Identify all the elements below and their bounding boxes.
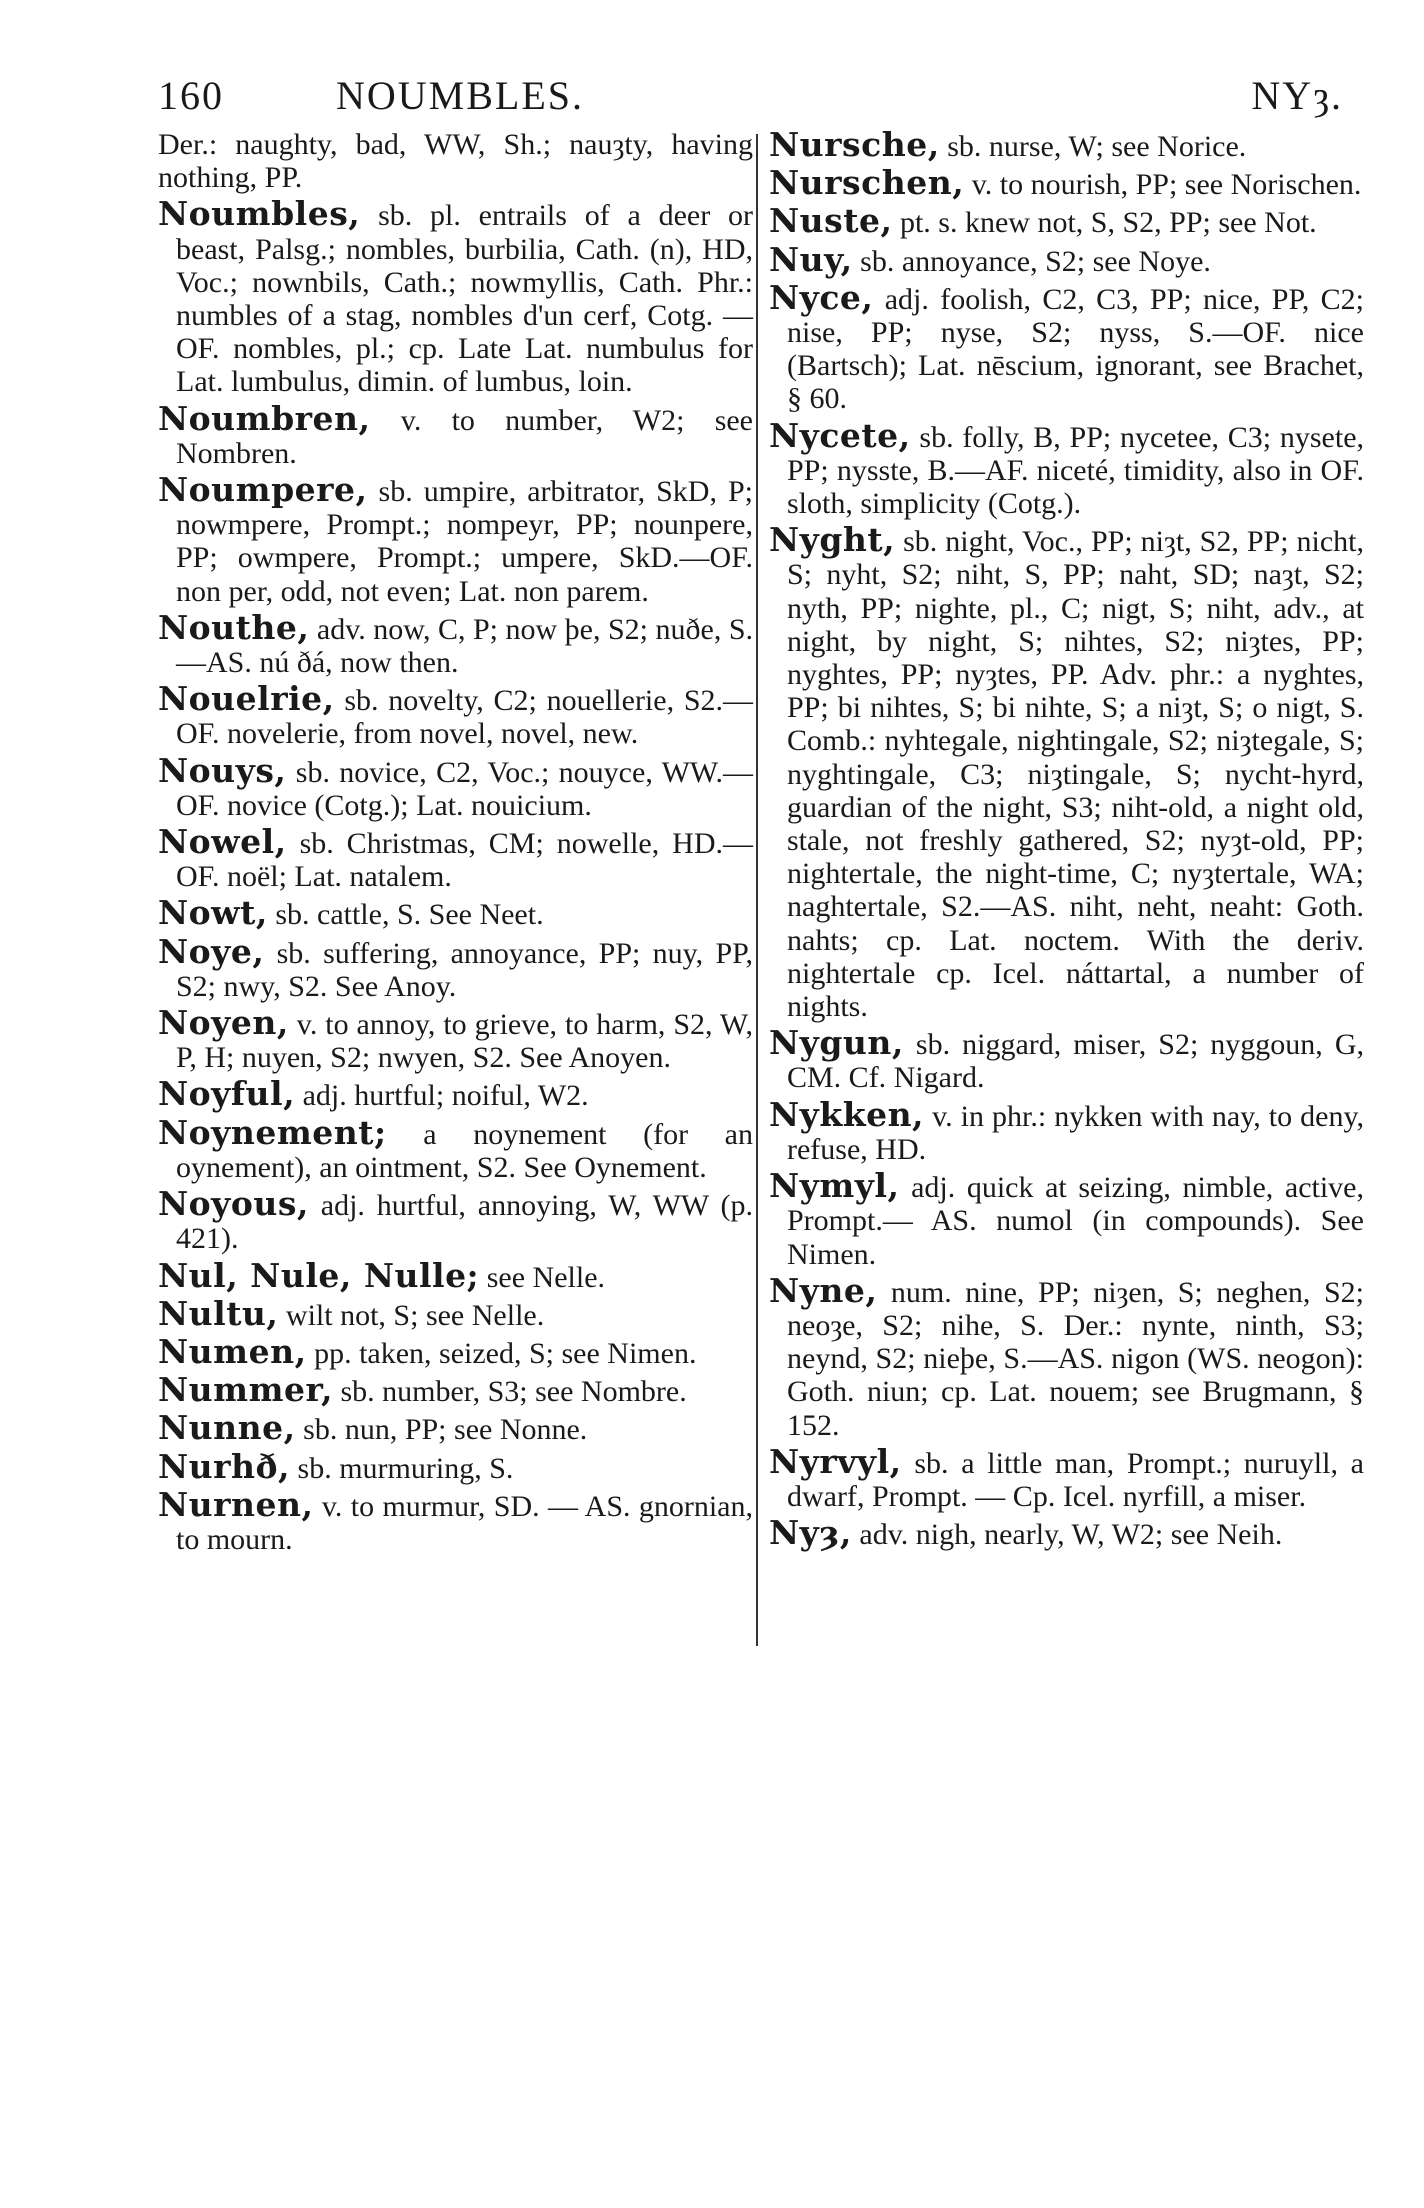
dictionary-entry	[158, 1074, 753, 1114]
entry-definition: sb. novelty, C2; nouellerie, S2.—OF. novelerie, from novel, novel, new.	[176, 684, 754, 751]
headword: Noynement;	[158, 1112, 387, 1152]
headword: Nursche,	[769, 125, 940, 164]
left-column	[158, 128, 753, 1559]
headword: Noye,	[158, 931, 265, 971]
headword: Nurnen,	[158, 1484, 314, 1524]
entry-definition: adj. hurtful, annoying, W, WW (p. 421).	[176, 1189, 753, 1256]
entry-definition: wilt not, S; see Nelle.	[285, 1298, 545, 1332]
entry-definition: sb. pl. entrails of a deer or beast, Palsg.; nombles, burbilia, Cath. (n), HD, Voc.; nownbils, Cath.; nowmyllis, Cath. Phr.: numbles of a stag, nombles d'un cerf, Cotg. — OF. nombles, pl.; cp. Late Lat. numbulus for Lat. lumbulus, dimin. of lumbus, loin.	[176, 199, 754, 399]
headword: Nurhð,	[158, 1446, 291, 1486]
entry-definition: sb. murmuring, S.	[297, 1451, 514, 1485]
entry-definition: adv. nigh, nearly, W, W2; see Neih.	[859, 1518, 1283, 1552]
entry-definition: v. to annoy, to grieve, to harm, S2, W, P, H; nuyen, S2; nwyen, S2. See Anoyen.	[176, 1008, 753, 1075]
page-title: NOUMBLES.	[336, 73, 585, 118]
headword: Nunne,	[158, 1408, 296, 1448]
dictionary-entry	[769, 239, 1364, 279]
entry-definition: sb. umpire, arbitrator, SkD, P; nowmpere, Prompt.; nompeyr, PP; nounpere, PP; owmpere, Prompt.; umpere, SkD.—OF. non per, odd, not even; Lat. non parem.	[176, 475, 753, 608]
dictionary-entry	[769, 201, 1364, 241]
entry-definition: v. to number, W2; see Nombren.	[176, 403, 753, 470]
headword: Nuste,	[769, 201, 893, 241]
headword: Nultu,	[158, 1293, 279, 1333]
dictionary-entry	[158, 1293, 753, 1333]
dictionary-entry	[769, 1094, 1365, 1166]
entry-definition: sb. nurse, W; see Norice.	[947, 130, 1247, 163]
entry-definition: v. to murmur, SD. — AS. gnornian, to mourn.	[176, 1489, 753, 1556]
entry-definition: sb. Christmas, CM; nowelle, HD.—OF. noël; Lat. natalem.	[176, 827, 753, 894]
headword: Nowel,	[158, 822, 287, 862]
headword: Noyous,	[158, 1184, 309, 1224]
headword: Nouthe,	[158, 607, 310, 647]
dictionary-entry	[158, 128, 753, 194]
entry-definition: sb. nun, PP; see Nonne.	[303, 1413, 588, 1447]
entry-definition: sb. number, S3; see Nombre.	[340, 1375, 687, 1409]
headword: Nygun,	[769, 1023, 904, 1063]
entry-definition: sb. novice, C2, Voc.; nouyce, WW.—OF. novice (Cotg.); Lat. nouicium.	[176, 755, 753, 822]
dictionary-entry	[158, 893, 753, 933]
dictionary-entry	[158, 1484, 753, 1556]
entry-definition: adv. now, C, P; now þe, S2; nuðe, S.—AS. nú ðá, now then.	[176, 612, 754, 680]
headword: Nykken,	[769, 1094, 925, 1134]
dictionary-entry	[769, 163, 1364, 203]
entry-definition: sb. cattle, S. See Neet.	[275, 898, 544, 932]
headword: Nurschen,	[769, 163, 965, 203]
entry-definition: pt. s. knew not, S, S2, PP; see Not.	[899, 206, 1317, 240]
dictionary-entry	[158, 398, 753, 470]
entry-definition: see Nelle.	[486, 1260, 606, 1294]
headword: Nouelrie,	[158, 679, 335, 719]
headword: Noumpere,	[158, 470, 368, 510]
entry-definition: Der.: naughty, bad, WW, Sh.; nauȝty, having nothing, PP.	[158, 128, 753, 195]
dictionary-entry	[158, 822, 753, 894]
headword: Nouys,	[158, 750, 287, 790]
entry-definition: sb. folly, B, PP; nycetee, C3; nysete, PP; nysste, B.—AF. niceté, timidity, also in OF. sloth, simplicity (Cotg.).	[787, 420, 1365, 521]
dictionary-entry	[769, 1270, 1364, 1442]
dictionary-entry	[158, 1408, 753, 1448]
dictionary-entry	[158, 1370, 753, 1410]
dictionary-entry	[158, 1184, 753, 1256]
entry-definition: sb. annoyance, S2; see Noye.	[860, 244, 1211, 278]
dictionary-entry	[769, 125, 1364, 164]
dictionary-entry	[769, 1513, 1364, 1553]
headword: Nycete,	[769, 415, 911, 455]
headword: Nummer,	[158, 1370, 333, 1410]
headword: Noumbles,	[158, 194, 361, 234]
page-number: 160	[158, 73, 224, 118]
dictionary-entry	[769, 520, 1365, 1024]
column-divider	[756, 134, 758, 1646]
dictionary-entry	[158, 679, 754, 751]
entry-definition: pp. taken, seized, S; see Nimen.	[314, 1336, 697, 1370]
entry-definition: sb. niggard, miser, S2; nyggoun, G, CM. Cf. Nigard.	[787, 1028, 1365, 1095]
headword: Noyen,	[158, 1003, 289, 1043]
dictionary-entry	[158, 931, 753, 1003]
headword: Nyght,	[769, 520, 896, 560]
entry-definition: sb. a little man, Prompt.; nuruyll, a dwarf, Prompt. — Cp. Icel. nyrfill, a miser.	[787, 1446, 1364, 1513]
entry-definition: sb. suffering, annoyance, PP; nuy, PP, S2; nwy, S2. See Anoy.	[176, 936, 753, 1003]
headword: Numen,	[158, 1331, 307, 1371]
dictionary-entry	[769, 277, 1364, 416]
headword: Nymyl,	[769, 1166, 900, 1206]
dictionary-entry	[769, 1166, 1364, 1271]
dictionary-entry	[158, 750, 753, 822]
entry-definition: v. to nourish, PP; see Norischen.	[971, 168, 1362, 202]
headword: Nyȝ,	[769, 1513, 852, 1553]
right-column	[769, 125, 1365, 1554]
dictionary-entry	[158, 1112, 753, 1184]
headword: Nyce,	[769, 277, 874, 317]
headword: Nyne,	[769, 1270, 878, 1310]
dictionary-entry	[769, 1441, 1364, 1513]
running-header	[158, 72, 1343, 128]
dictionary-entry	[158, 1255, 753, 1295]
dictionary-entry	[158, 1331, 753, 1371]
entry-definition: num. nine, PP; niȝen, S; neghen, S2; neoȝe, S2; nihe, S. Der.: nynte, ninth, S3; neynd, S2; nieþe, S.—AS. nigon (WS. neogon): Goth. niun; cp. Lat. nouem; see Brugmann, § 152.	[787, 1275, 1364, 1442]
headword: Nowt,	[158, 893, 268, 933]
headword: Nul, Nule, Nulle;	[158, 1255, 480, 1295]
entry-definition: sb. night, Voc., PP; niȝt, S2, PP; nicht, S; nyht, S2; niht, S, PP; naht, SD; naȝt, S2; nyth, PP; nighte, pl., C; nigt, S; niht, adv., at night, by night, S; nihtes, S2; niȝtes, PP; nyghtes, PP; nyȝtes, PP. Adv. phr.: a nyghtes, PP; bi nihtes, S; bi nihte, S; a niȝt, S; o nigt, S. Comb.: nyhtegale, nightingale, S2; niȝtegale, S; nyghtingale, C3; niȝtingale, S; nycht-hyrd, guardian of the night, S3; niht-old, a night old, stale, not freshly gathered, S2; nyȝt-old, PP; nightertale, the night-time, C; nyȝtertale, WA; naghtertale, S2.—AS. niht, neht, neaht: Goth. nahts; cp. Lat. noctem. With the deriv. nightertale cp. Icel. náttartal, a number of nights.	[787, 525, 1365, 1024]
entry-definition: v. in phr.: nykken with nay, to deny, refuse, HD.	[787, 1099, 1365, 1166]
headword: Noumbren,	[158, 398, 371, 438]
headword: Noyful,	[158, 1074, 296, 1114]
headword: Nyrvyl,	[769, 1441, 902, 1481]
entry-definition: adj. foolish, C2, C3, PP; nice, PP, C2; nise, PP; nyse, S2; nyss, S.—OF. nice (Bartsch); Lat. nēscium, ignorant, see Brachet, § 60.	[787, 282, 1364, 416]
dictionary-entry	[158, 1446, 753, 1486]
dictionary-entry	[158, 1003, 753, 1075]
headword: Nuy,	[769, 239, 853, 279]
dictionary-entry	[158, 607, 754, 680]
dictionary-entry	[769, 415, 1365, 521]
entry-definition: a noynement (for an oynement), an ointment, S2. See Oynement.	[176, 1117, 753, 1184]
entry-definition: adj. hurtful; noiful, W2.	[302, 1079, 589, 1113]
entry-definition: adj. quick at seizing, nimble, active, Prompt.— AS. numol (in compounds). See Nimen.	[787, 1171, 1364, 1271]
running-head-right: NYȝ.	[1251, 73, 1343, 118]
dictionary-entry	[158, 194, 754, 399]
dictionary-entry	[158, 470, 753, 608]
dictionary-entry	[769, 1023, 1365, 1095]
